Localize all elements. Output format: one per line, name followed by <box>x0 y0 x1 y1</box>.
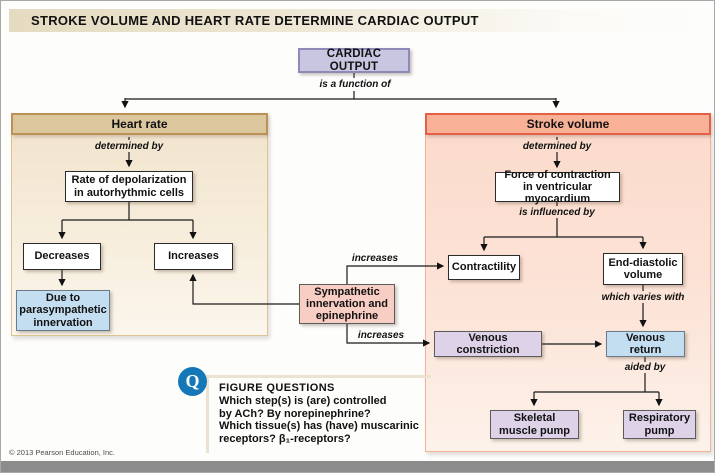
node-venous-constriction <box>434 331 542 357</box>
node-contractility <box>448 255 520 280</box>
node-decreases <box>23 243 101 270</box>
figure-title: STROKE VOLUME AND HEART RATE DETERMINE CARDIAC OUTPUT <box>31 13 479 28</box>
node-sympathetic-innervation-label: Sympathetic innervation and epinephrine <box>306 285 388 323</box>
node-decreases-label: Decreases <box>34 250 90 263</box>
node-increases-label: Increases <box>168 250 219 263</box>
label-is-a-function-of: is a function of <box>319 79 391 90</box>
node-rate-of-depolarization <box>65 171 193 202</box>
node-end-diastolic-volume-label: End-diastolic volume <box>608 256 678 281</box>
figure-question-line: receptors? β₁-receptors? <box>219 432 351 445</box>
node-respiratory-pump-label: Respiratory pump <box>628 412 691 437</box>
heart-rate-panel-title: Heart rate <box>111 117 168 131</box>
node-contractility-label: Contractility <box>451 261 517 274</box>
node-end-diastolic-volume <box>603 253 683 285</box>
node-due-to-parasympathetic-innervation-label: Due to parasympathetic innervation <box>19 292 107 329</box>
figure-questions-heading: FIGURE QUESTIONS <box>219 382 335 394</box>
figure-question-line: by ACh? By norepinephrine? <box>219 407 371 420</box>
label-sv-determined-by: determined by <box>522 141 592 152</box>
node-venous-constriction-label: Venous constriction <box>456 331 520 356</box>
node-respiratory-pump <box>623 410 696 439</box>
question-icon <box>178 367 207 396</box>
label-increases-top: increases <box>351 253 399 264</box>
node-skeletal-muscle-pump-label: Skeletal muscle pump <box>499 412 570 437</box>
label-hr-determined-by: determined by <box>94 141 164 152</box>
node-force-of-contraction-label: Force of contraction in ventricular myocardium <box>504 168 611 206</box>
node-cardiac-output <box>298 48 410 73</box>
figure-question-line: Which tissue(s) has (have) muscarinic <box>219 420 419 432</box>
node-increases <box>154 243 233 270</box>
node-skeletal-muscle-pump <box>490 410 579 439</box>
node-sympathetic-innervation <box>299 284 395 324</box>
label-which-varies-with: which varies with <box>601 292 685 303</box>
figure-question-line: Which step(s) is (are) controlled <box>219 395 387 407</box>
label-is-influenced-by: is influenced by <box>519 207 595 218</box>
node-rate-of-depolarization-label: Rate of depolarization in autorhythmic cells <box>71 174 187 199</box>
copyright-notice: © 2013 Pearson Education, Inc. <box>9 448 116 457</box>
node-venous-return <box>606 331 685 357</box>
label-aided-by: aided by <box>624 362 666 373</box>
label-increases-bottom: increases <box>357 330 405 341</box>
node-force-of-contraction <box>495 168 620 206</box>
stroke-volume-panel-title: Stroke volume <box>526 117 610 131</box>
node-cardiac-output-label: CARDIAC OUTPUT <box>326 47 382 73</box>
question-icon-letter: Q <box>185 371 200 391</box>
node-venous-return-label: Venous return <box>625 331 666 356</box>
node-due-to-parasympathetic-innervation <box>16 290 110 331</box>
figure-questions-text <box>219 395 419 445</box>
